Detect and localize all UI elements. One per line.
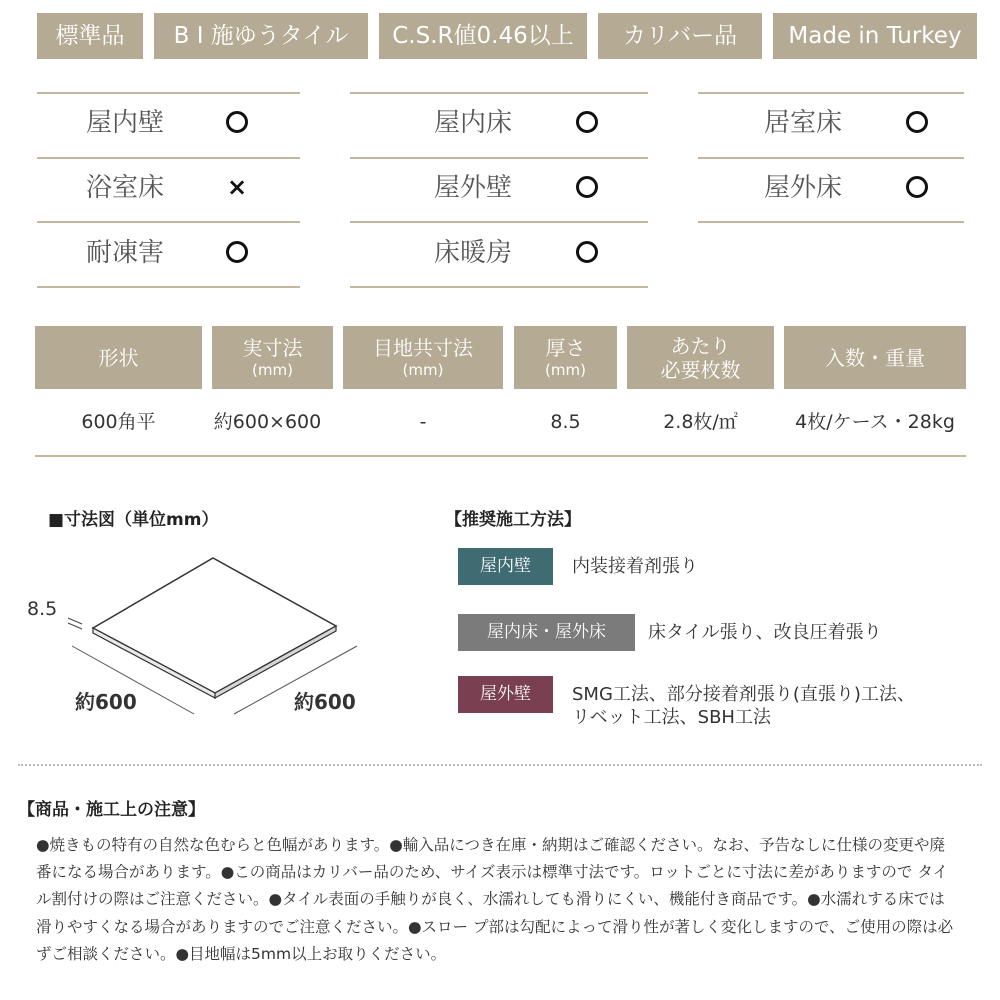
tag-glaze: B I 施ゆうタイル bbox=[154, 13, 368, 59]
tag-standard: 標準品 bbox=[37, 13, 143, 59]
spec-header-label: 実寸法 bbox=[242, 335, 303, 360]
usage-divider bbox=[350, 92, 648, 94]
cross-icon: × bbox=[226, 172, 248, 201]
usage-mark-living-floor bbox=[897, 103, 937, 143]
usage-mark-frost-resistance bbox=[217, 233, 257, 273]
usage-label-bath-floor: 浴室床 bbox=[85, 173, 164, 203]
method-badge-outdoor-wall: 屋外壁 bbox=[458, 676, 553, 713]
usage-mark-indoor-wall bbox=[217, 103, 257, 143]
usage-mark-outdoor-floor bbox=[897, 168, 937, 208]
usage-divider bbox=[698, 221, 964, 223]
usage-divider bbox=[350, 286, 648, 288]
spec-header-qty-weight bbox=[784, 326, 966, 389]
spec-cell-shape: 600角平 bbox=[81, 411, 156, 433]
dimension-diagram-title: ■寸法図（単位mm） bbox=[48, 510, 219, 530]
usage-divider bbox=[37, 92, 300, 94]
spec-header-joint-size bbox=[343, 326, 503, 389]
spec-header-unit: (mm) bbox=[252, 360, 293, 379]
spec-cell-qty-weight: 4枚/ケース・28kg bbox=[795, 411, 955, 433]
usage-label-indoor-floor: 屋内床 bbox=[433, 108, 512, 138]
circle-icon bbox=[576, 176, 598, 198]
spec-header-label: 目地共寸法 bbox=[373, 335, 473, 360]
spec-cell-actual-size: 約600×600 bbox=[213, 411, 322, 433]
circle-icon bbox=[576, 241, 598, 263]
spec-header-label: 形状 bbox=[98, 345, 139, 370]
spec-header-shape bbox=[35, 326, 202, 389]
circle-icon bbox=[226, 111, 248, 133]
usage-label-outdoor-wall: 屋外壁 bbox=[433, 173, 512, 203]
usage-label-frost-resistance: 耐凍害 bbox=[85, 238, 164, 268]
usage-divider bbox=[37, 221, 300, 223]
spec-header-actual-size bbox=[212, 326, 333, 389]
dimension-width-label-left: 約600 bbox=[75, 690, 137, 714]
usage-mark-indoor-floor bbox=[567, 103, 607, 143]
usage-mark-floor-heating bbox=[567, 233, 607, 273]
thickness-tick bbox=[68, 618, 82, 624]
circle-icon bbox=[906, 111, 928, 133]
spec-header-unit: (mm) bbox=[402, 360, 444, 379]
spec-header-label: 厚さ bbox=[545, 335, 586, 360]
spec-header-label: あたり 必要枚数 bbox=[660, 333, 741, 382]
usage-label-living-floor: 居室床 bbox=[763, 108, 842, 138]
spec-cell-pieces-per-area: 2.8枚/㎡ bbox=[663, 411, 738, 433]
usage-divider bbox=[698, 157, 964, 159]
usage-label-outdoor-floor: 屋外床 bbox=[763, 173, 842, 203]
tag-caliber: カリバー品 bbox=[598, 13, 762, 59]
tile-top-face bbox=[93, 558, 336, 693]
notes-title: 【商品・施工上の注意】 bbox=[18, 800, 205, 820]
notes-text: ●焼きもの特有の自然な色むらと色幅があります。●輸入品につき在庫・納期はご確認ください。なお、予告なしに仕様の変更や廃番になる場合があります。●この商品はカリバー品のため、サイズ表示は標準寸法です。ロットごとに寸法に差がありますので タイル割付けの際はご注意ください。●タイル表面の手触りが良く、水濡れしても滑りにくい、機能付き商品です。●水濡れする床では滑りやすくなる場合がありますのでご注意ください。●スロー プ部は勾配によって滑り性が著しく変化しますので、ご使用の際は必ずご相談ください。●目地幅は5mm以上お取りください。 bbox=[36, 836, 954, 963]
circle-icon bbox=[906, 176, 928, 198]
usage-divider bbox=[698, 92, 964, 94]
methods-title: 【推奨施工方法】 bbox=[445, 510, 581, 530]
method-text-outdoor-wall: SMG工法、部分接着剤張り(直張り)工法、 リベット工法、SBH工法 bbox=[572, 684, 915, 728]
dimension-thickness-label: 8.5 bbox=[27, 598, 58, 620]
circle-icon bbox=[226, 241, 248, 263]
thickness-tick bbox=[68, 623, 82, 629]
spec-table-bottom-rule bbox=[35, 455, 966, 457]
usage-divider bbox=[350, 221, 648, 223]
method-badge-indoor-wall: 屋内壁 bbox=[458, 548, 553, 585]
method-badge-floor: 屋内床・屋外床 bbox=[458, 614, 635, 651]
section-divider bbox=[18, 764, 982, 766]
usage-label-floor-heating: 床暖房 bbox=[433, 238, 512, 268]
usage-mark-bath-floor bbox=[217, 168, 257, 208]
spec-header-unit: (mm) bbox=[545, 360, 586, 379]
method-text-floor: 床タイル張り、改良圧着張り bbox=[648, 622, 882, 643]
usage-divider bbox=[350, 157, 648, 159]
method-text-indoor-wall: 内装接着剤張り bbox=[572, 556, 698, 577]
spec-header-pieces-per-area bbox=[627, 326, 774, 389]
spec-cell-thickness: 8.5 bbox=[550, 411, 581, 433]
tag-csr: C.S.R値0.46以上 bbox=[379, 13, 587, 59]
spec-header-label: 入数・重量 bbox=[825, 345, 925, 370]
usage-divider bbox=[37, 157, 300, 159]
spec-header-thickness bbox=[514, 326, 617, 389]
usage-divider bbox=[37, 286, 300, 288]
spec-cell-joint-size: - bbox=[419, 411, 427, 433]
usage-mark-outdoor-wall bbox=[567, 168, 607, 208]
tag-origin: Made in Turkey bbox=[773, 13, 977, 59]
circle-icon bbox=[576, 111, 598, 133]
dimension-width-label-right: 約600 bbox=[294, 690, 356, 714]
usage-label-indoor-wall: 屋内壁 bbox=[85, 108, 164, 138]
